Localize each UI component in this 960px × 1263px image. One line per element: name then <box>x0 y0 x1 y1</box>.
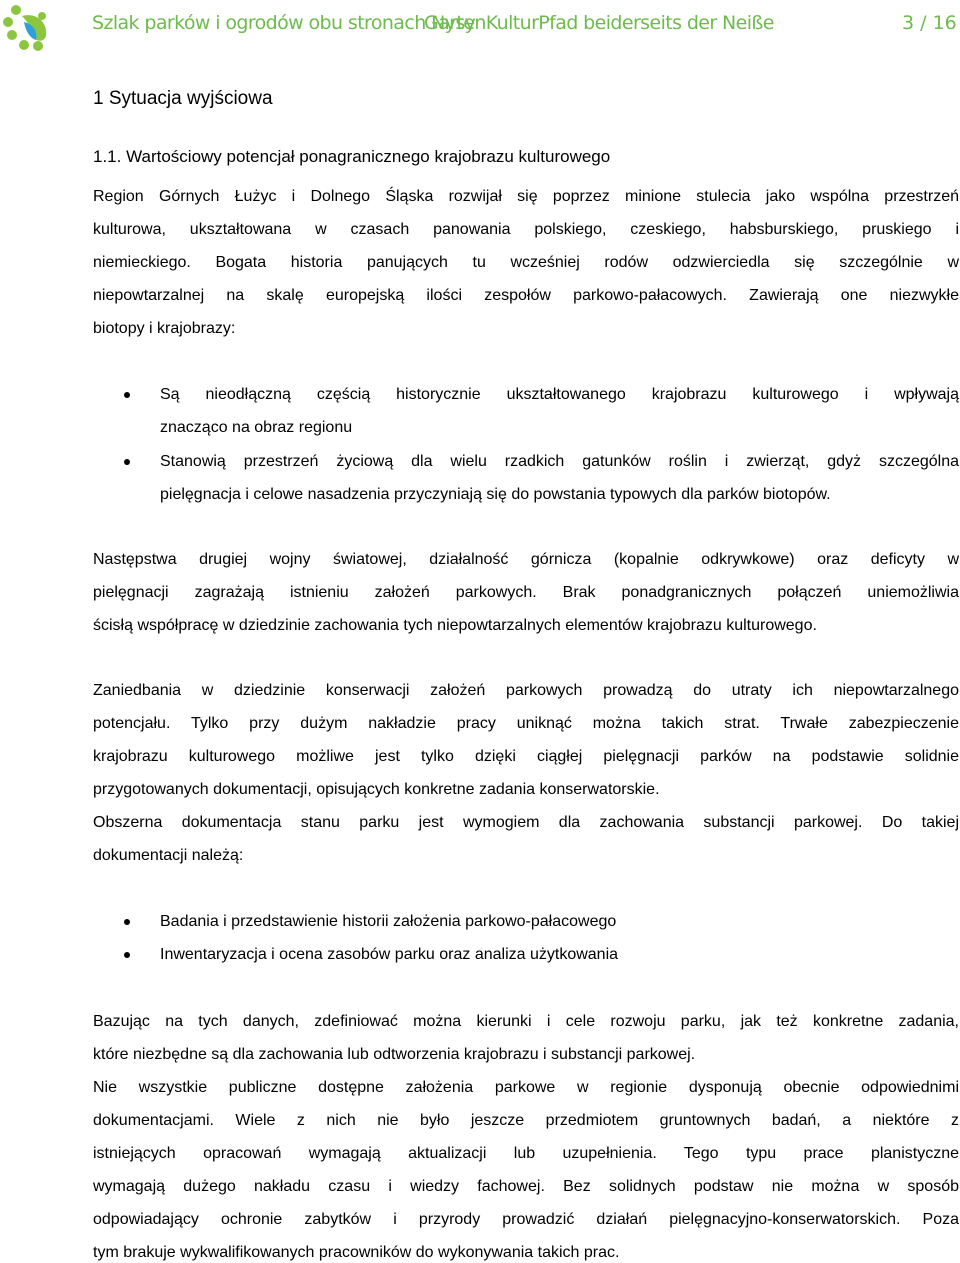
paragraph-3-line: Zaniedbania w dziedzinie konserwacji założeń parkowych prowadzą do utraty ich niepowtarzalnego <box>93 682 959 699</box>
bullet-item-line: Stanowią przestrzeń życiową dla wielu rzadkich gatunków roślin i zwierząt, gdyż szczególna <box>160 453 959 470</box>
bullet-item-line: znacząco na obraz regionu <box>160 419 353 436</box>
bullet-icon <box>124 919 130 925</box>
bullet-item-line: pielęgnacja i celowe nasadzenia przyczyniają się do powstania typowych dla parków biotopów. <box>160 486 831 503</box>
header-title-pl: Szlak parków i ogrodów obu stronach Nysy <box>92 12 476 34</box>
paragraph-3-line: dokumentacji należą: <box>93 847 244 864</box>
paragraph-2-line: ścisłą współpracę w dziedzinie zachowania tych niepowtarzalnych elementów krajobrazu kulturowego. <box>93 617 817 634</box>
leaf-logo-icon <box>2 2 54 54</box>
paragraph-1-line: niemieckiego. Bogata historia panujących tu wcześniej rodów odzwierciedla się szczególnie w <box>93 254 959 271</box>
paragraph-1-line: Region Górnych Łużyc i Dolnego Śląska rozwijał się poprzez minione stulecia jako wspólna przestrzeń <box>93 188 959 205</box>
paragraph-3-line: krajobrazu kulturowego możliwe jest tylko dzięki ciągłej pielęgnacji parków na podstawie solidnie <box>93 748 959 765</box>
paragraph-4-line: dokumentacjami. Wiele z nich nie było jeszcze przedmiotem gruntownych badań, a niektóre z <box>93 1112 959 1129</box>
header-title-de: GartenKulturPfad beiderseits der Neiße <box>424 12 774 34</box>
paragraph-4-line: które niezbędne są dla zachowania lub odtworzenia krajobrazu i substancji parkowej. <box>93 1046 696 1063</box>
page-header <box>0 0 960 60</box>
bullet-item-line: Są nieodłączną częścią historycznie ukształtowanego krajobrazu kulturowego i wpływają <box>160 386 959 403</box>
paragraph-3-line: potencjału. Tylko przy dużym nakładzie pracy uniknąć można takich strat. Trwałe zabezpieczenie <box>93 715 959 732</box>
bullet-item-line: Inwentaryzacja i ocena zasobów parku oraz analiza użytkowania <box>160 946 619 963</box>
bullet-icon <box>124 952 130 958</box>
paragraph-4-line: wymagają dużego nakładu czasu i wiedzy fachowej. Bez solidnych podstaw nie można w sposób <box>93 1178 959 1195</box>
paragraph-1-line: niepowtarzalnej na skalę europejską ilości zespołów parkowo-pałacowych. Zawierają one niezwykłe <box>93 287 959 304</box>
paragraph-4-line: odpowiadający ochronie zabytków i przyrody prowadzić działań pielęgnacyjno-konserwatorskich. Poza <box>93 1211 959 1228</box>
bullet-icon <box>124 459 130 465</box>
page-number: 3 / 16 <box>902 12 957 34</box>
paragraph-3-line: Obszerna dokumentacja stanu parku jest wymogiem dla zachowania substancji parkowej. Do takiej <box>93 814 959 831</box>
subsection-heading: 1.1. Wartościowy potencjał ponagranicznego krajobrazu kulturowego <box>93 147 611 166</box>
paragraph-4-line: Nie wszystkie publiczne dostępne założenia parkowe w regionie dysponują obecnie odpowiednimi <box>93 1079 959 1096</box>
paragraph-4-line: istniejących opracowań wymagają aktualizacji lub uzupełnienia. Tego typu prace planistyczne <box>93 1145 959 1162</box>
paragraph-2-line: Następstwa drugiej wojny światowej, działalność górnicza (kopalnie odkrywkowe) oraz deficyty w <box>93 551 959 568</box>
paragraph-4-line: Bazując na tych danych, zdefiniować można kierunki i cele rozwoju parku, jak też konkretne zadania, <box>93 1013 959 1030</box>
paragraph-3-line: przygotowanych dokumentacji, opisujących konkretne zadania konserwatorskie. <box>93 781 660 798</box>
bullet-item-line: Badania i przedstawienie historii założenia parkowo-pałacowego <box>160 913 617 930</box>
paragraph-4-line: tym brakuje wykwalifikowanych pracowników do wykonywania takich prac. <box>93 1244 620 1261</box>
bullet-icon <box>124 392 130 398</box>
section-heading: 1 Sytuacja wyjściowa <box>93 88 273 109</box>
paragraph-1-line: kulturowa, ukształtowana w czasach panowania polskiego, czeskiego, habsburskiego, pruskiego i <box>93 221 959 238</box>
paragraph-2-line: pielęgnacji zagrażają istnieniu założeń parkowych. Brak ponadgranicznych połączeń uniemożliwia <box>93 584 959 601</box>
paragraph-1-line: biotopy i krajobrazy: <box>93 320 236 337</box>
